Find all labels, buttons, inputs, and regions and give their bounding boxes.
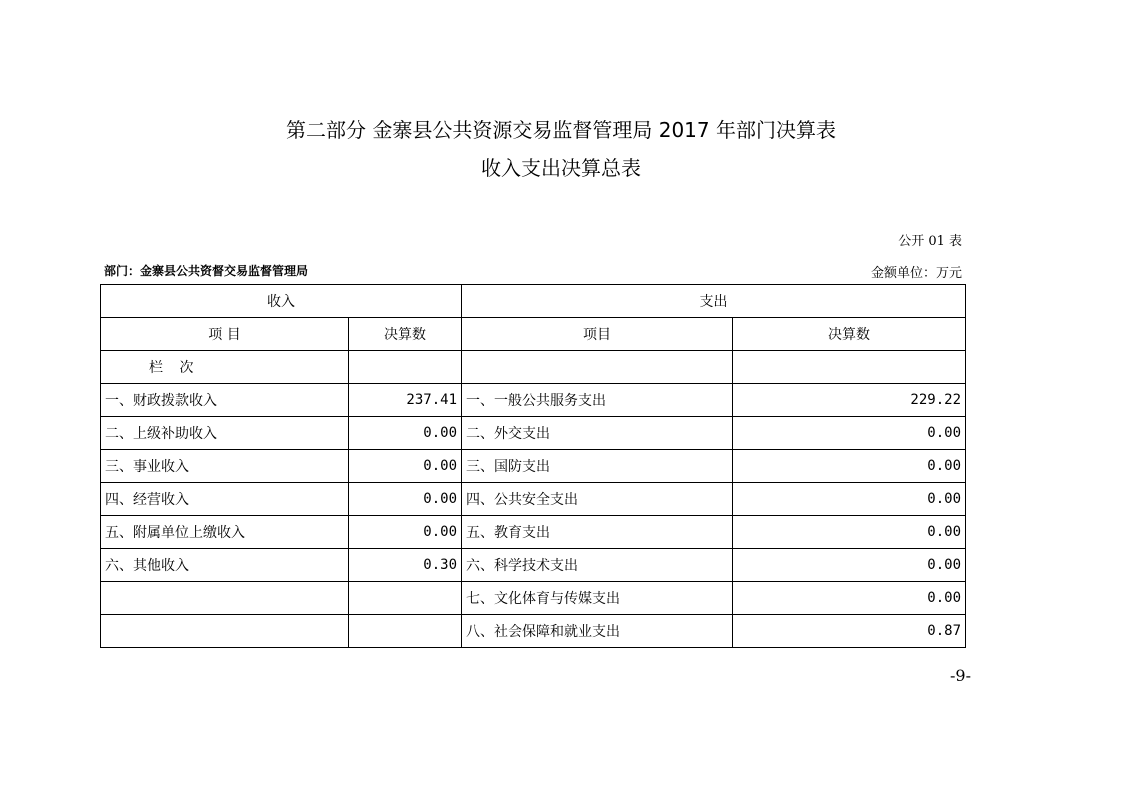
expense-amount: 0.00 <box>733 516 966 549</box>
income-item: 三、事业收入 <box>101 450 349 483</box>
income-item <box>101 615 349 648</box>
income-item: 四、经营收入 <box>101 483 349 516</box>
expense-amount: 0.00 <box>733 582 966 615</box>
expense-amount: 0.00 <box>733 549 966 582</box>
table-column-header-row <box>101 318 966 351</box>
expense-amount: 0.00 <box>733 450 966 483</box>
expense-item: 四、公共安全支出 <box>462 483 733 516</box>
table-row <box>101 516 966 549</box>
expense-amount-column-header: 决算数 <box>733 318 966 351</box>
income-item-column-header: 项 目 <box>101 318 349 351</box>
expense-amount: 0.00 <box>733 417 966 450</box>
income-amount: 0.00 <box>349 516 462 549</box>
empty-cell <box>349 351 462 384</box>
expense-amount: 229.22 <box>733 384 966 417</box>
table-section-header-row <box>101 285 966 318</box>
expense-section-header: 支出 <box>462 285 966 318</box>
income-item: 五、附属单位上缴收入 <box>101 516 349 549</box>
expense-item: 三、国防支出 <box>462 450 733 483</box>
income-amount <box>349 582 462 615</box>
income-item <box>101 582 349 615</box>
income-amount <box>349 615 462 648</box>
table-row <box>101 384 966 417</box>
page-number: -9- <box>950 666 971 685</box>
department-label: 部门：金寨县公共资督交易监督管理局 <box>104 264 309 278</box>
expense-item: 五、教育支出 <box>462 516 733 549</box>
income-amount: 237.41 <box>349 384 462 417</box>
table-row <box>101 417 966 450</box>
expense-item: 七、文化体育与传媒支出 <box>462 582 733 615</box>
table-row <box>101 450 966 483</box>
table-title: 收入支出决算总表 <box>481 156 641 180</box>
income-section-header: 收入 <box>101 285 462 318</box>
income-amount: 0.00 <box>349 450 462 483</box>
table-column-index-row <box>101 351 966 384</box>
expense-item-column-header: 项目 <box>462 318 733 351</box>
empty-cell <box>733 351 966 384</box>
document-title: 第二部分 金寨县公共资源交易监督管理局 2017 年部门决算表 <box>286 118 836 142</box>
income-amount: 0.00 <box>349 483 462 516</box>
income-item: 一、财政拨款收入 <box>101 384 349 417</box>
income-item: 六、其他收入 <box>101 549 349 582</box>
expense-item: 六、科学技术支出 <box>462 549 733 582</box>
income-amount-column-header: 决算数 <box>349 318 462 351</box>
income-expense-table <box>100 284 966 648</box>
income-amount: 0.00 <box>349 417 462 450</box>
amount-unit-label: 金额单位：万元 <box>870 266 962 281</box>
table-row <box>101 582 966 615</box>
income-item: 二、上级补助收入 <box>101 417 349 450</box>
expense-amount: 0.00 <box>733 483 966 516</box>
expense-item: 二、外交支出 <box>462 417 733 450</box>
empty-cell <box>462 351 733 384</box>
expense-item: 八、社会保障和就业支出 <box>462 615 733 648</box>
table-row <box>101 549 966 582</box>
expense-item: 一、一般公共服务支出 <box>462 384 733 417</box>
column-index-label: 栏 次 <box>101 351 349 384</box>
income-amount: 0.30 <box>349 549 462 582</box>
expense-amount: 0.87 <box>733 615 966 648</box>
table-row <box>101 615 966 648</box>
form-number: 公开 01 表 <box>898 234 962 249</box>
table-row <box>101 483 966 516</box>
